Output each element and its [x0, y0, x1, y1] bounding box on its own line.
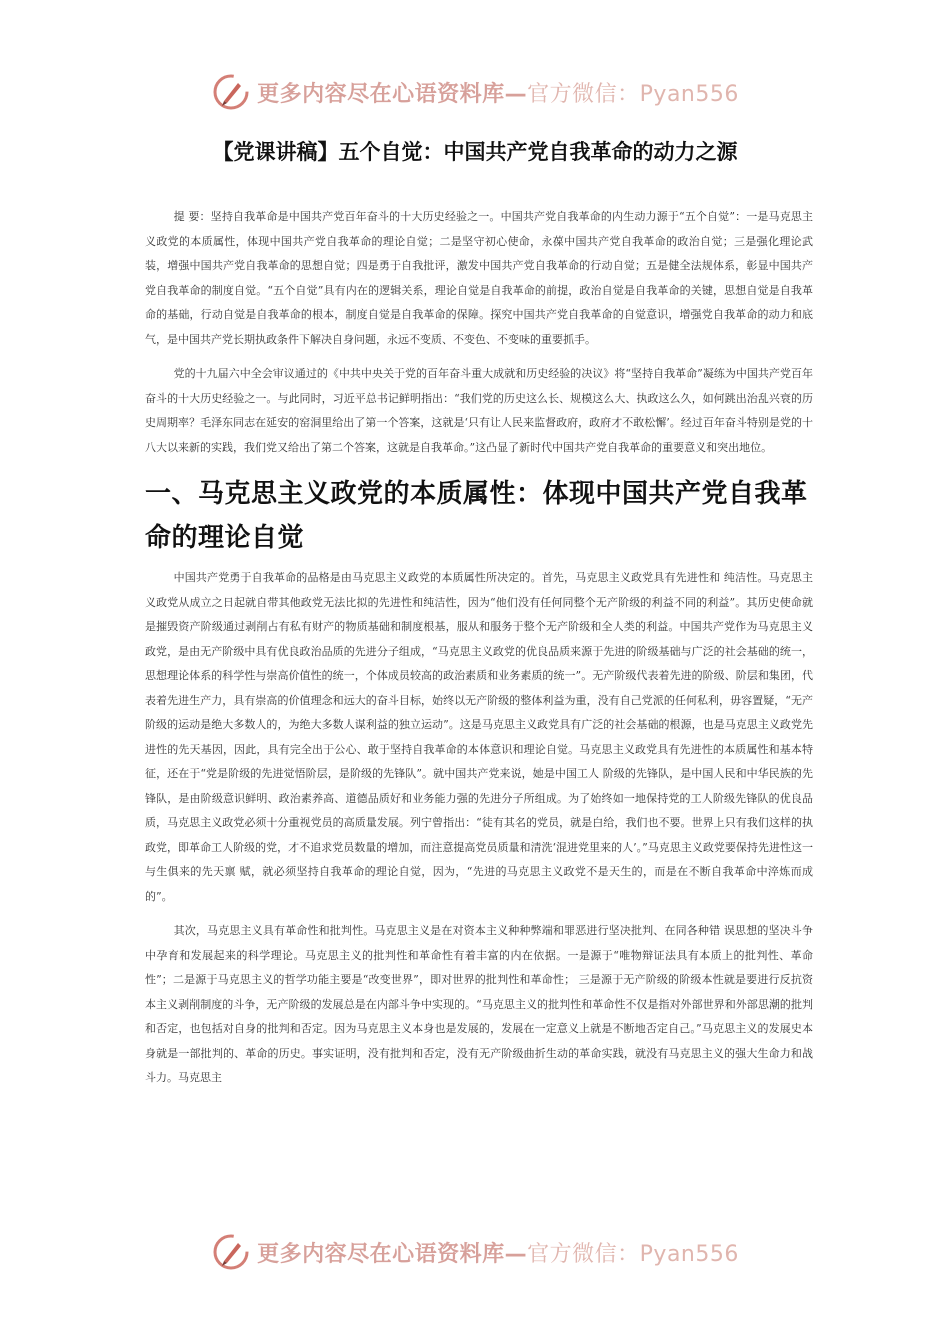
watermark-banner-top	[0, 70, 950, 114]
body-paragraph: 中国共产党勇于自我革命的品格是由马克思主义政党的本质属性所决定的。首先，马克思主义政党具有先进性和 纯洁性。马克思主义政党从成立之日起就自带其他政党无法比拟的先进性和纯洁性，因为“他们没有任何同整个无产阶级的利益不同的利益”。其历史使命就是摧毁资产阶级通过剥削占有私有财产的物质基础和制度根基，服从和服务于整个无产阶级和全人类的利益。中国共产党作为马克思主义政党，是由无产阶级中具有优良政治品质的先进分子组成，“马克思主义政党的优良品质来源于先进的阶级基础与广泛的社会基础的统一，思想理论体系的科学性与崇高价值性的统一，个体成员较高的政治素质和业务素质的统一”。无产阶级代表着先进的阶级、阶层和集团，代表着先进生产力，具有崇高的价值理念和远大的奋斗目标，始终以无产阶级的整体利益为重，没有自己党派的任何私利，毋容置疑，“无产阶级的运动是绝大多数人的，为绝大多数人谋利益的独立运动”。这是马克思主义政党具有广泛的社会基础的根源，也是马克思主义政党先进性的先天基因，因此，具有完全出于公心、敢于坚持自我革命的本体意识和理论自觉。马克思主义政党具有先进性的本质属性和基本特征，还在于“党是阶级的先进觉悟阶层，是阶级的先锋队”。就中国共产党来说，她是中国工人 阶级的先锋队，是中国人民和中华民族的先锋队，是由阶级意识鲜明、政治素养高、道德品质好和业务能力强的先进分子所组成。为了始终如一地保持党的工人阶级先锋队的优良品质，马克思主义政党必须十分重视党员的高质量发展。列宁曾指出：“徒有其名的党员，就是白给，我们也不要。世界上只有我们这样的执政党，即革命工人阶级的党，才不追求党员数量的增加，而注意提高党员质量和清洗‘混进党里来的人’。”马克思主义政党要保持先进性这一与生俱来的先天禀 赋，就必须坚持自我革命的理论自觉，因为，“先进的马克思主义政党不是天生的，而是在不断自我革命中淬炼而成的”。	[145, 571, 813, 903]
document-body	[145, 205, 813, 1091]
body-paragraph: 其次，马克思主义具有革命性和批判性。马克思主义是在对资本主义种种弊端和罪恶进行坚决批判、在同各种错 误思想的坚决斗争中孕育和发展起来的科学理论。马克思主义的批判性和革命性有着丰富的内在依据。一是源于“唯物辩证法具有本质上的批判性、革命性”；二是源于马克思主义的哲学功能主要是“改变世界”，即对世界的批判性和革命性； 三是源于无产阶级的阶级本性就是要进行反抗资本主义剥削制度的斗争，无产阶级的发展总是在内部斗争中实现的。“马克思主义的批判性和革命性不仅是指对外部世界和外部思潮的批判和否定，也包括对自身的批判和否定。因为马克思主义本身也是发展的，发展在一定意义上就是不断地否定自己。”马克思主义的发展史本身就是一部批判的、革命的历史。事实证明，没有批判和否定，没有无产阶级曲折生动的革命实践，就没有马克思主义的强大生命力和战斗力。马克思主	[145, 924, 813, 1084]
pen-logo-icon	[211, 1232, 251, 1272]
watermark-wechat: 官方微信：Pyan556	[527, 1241, 739, 1267]
watermark-text: 更多内容尽在心语资料库—	[257, 1241, 528, 1267]
intro-paragraph: 党的十九届六中全会审议通过的《中共中央关于党的百年奋斗重大成就和历史经验的决议》将“坚持自我革命”凝练为中国共产党百年奋斗的十大历史经验之一。与此同时，习近平总书记鲜明指出：“我们党的历史这么长、规模这么大、执政这么久，如何跳出治乱兴衰的历史周期率？毛泽东同志在延安的窑洞里给出了第一个答案，这就是‘只有让人民来监督政府，政府才不敢松懈’。经过百年奋斗特别是党的十八大以来新的实践，我们党又给出了第二个答案，这就是自我革命。”这凸显了新时代中国共产党自我革命的重要意义和突出地位。	[145, 367, 813, 454]
abstract-paragraph: 提 要：坚持自我革命是中国共产党百年奋斗的十大历史经验之一。中国共产党自我革命的内生动力源于“五个自觉”：一是马克思主义政党的本质属性，体现中国共产党自我革命的理论自觉；二是坚守初心使命，永葆中国共产党自我革命的政治自觉；三是强化理论武装，增强中国共产党自我革命的思想自觉；四是勇于自我批评，激发中国共产党自我革命的行动自觉；五是健全法规体系，彰显中国共产党自我革命的制度自觉。“五个自觉”具有内在的逻辑关系，理论自觉是自我革命的前提，政治自觉是自我革命的关键，思想自觉是自我革命的基础，行动自觉是自我革命的根本，制度自觉是自我革命的保障。探究中国共产党自我革命的自觉意识，增强党自我革命的动力和底气，是中国共产党长期执政条件下解决自身问题，永远不变质、不变色、不变味的重要抓手。	[145, 210, 813, 346]
watermark-wechat: 官方微信：Pyan556	[527, 81, 739, 107]
pen-logo-icon	[211, 72, 251, 112]
document-title: 【党课讲稿】五个自觉：中国共产党自我革命的动力之源	[212, 140, 738, 164]
watermark-text: 更多内容尽在心语资料库—	[257, 81, 528, 107]
section-heading: 一、马克思主义政党的本质属性：体现中国共产党自我革命的理论自觉	[145, 479, 808, 553]
watermark-banner-bottom	[0, 1230, 950, 1274]
